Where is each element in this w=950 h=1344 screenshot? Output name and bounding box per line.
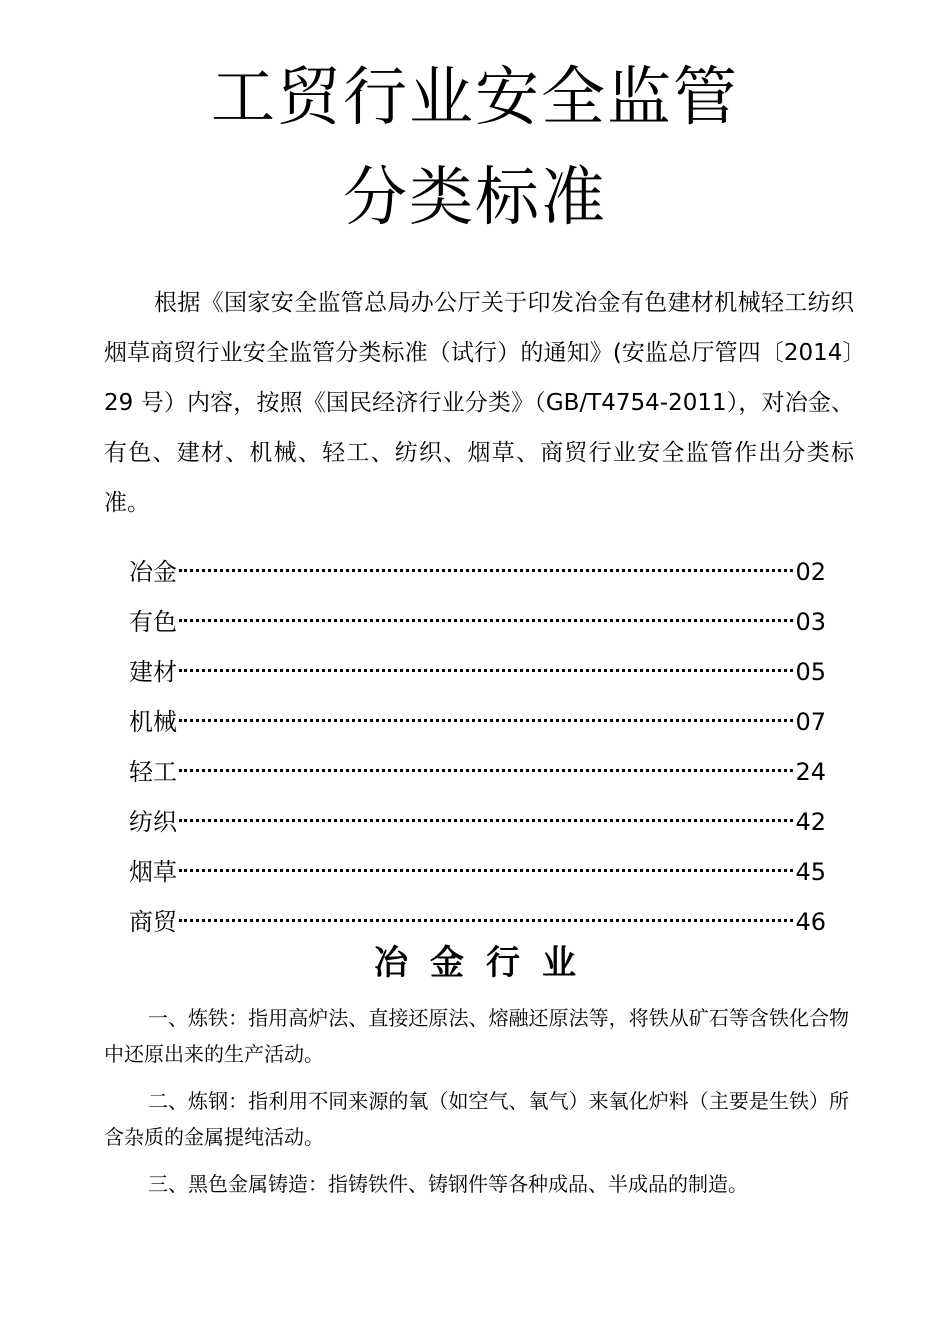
toc-item-page: 45: [795, 858, 826, 886]
toc-item-page: 02: [795, 558, 826, 586]
toc-item-label: 有色: [129, 608, 177, 636]
intro-paragraph: 根据《国家安全监管总局办公厅关于印发冶金有色建材机械轻工纺织烟草商贸行业安全监管分类标准（试行）的通知》(安监总厅管四〔2014〕29 号）内容，按照《国民经济行业分类》（GB/T4754-2011），对冶金、有色、建材、机械、轻工、纺织、烟草、商贸行业安全监管作出分类标准。: [104, 290, 854, 516]
toc-item-page: 46: [795, 908, 826, 936]
toc-item-label: 商贸: [129, 908, 177, 936]
table-of-contents: [129, 547, 826, 947]
toc-item-label: 建材: [129, 658, 177, 686]
section-title-yejin: 冶金行业: [374, 943, 598, 983]
toc-item-qinggong[interactable]: [129, 747, 826, 797]
toc-dot-leader: [179, 869, 793, 872]
toc-dot-leader: [179, 919, 793, 922]
toc-item-jixie[interactable]: [129, 697, 826, 747]
toc-item-label: 轻工: [129, 758, 177, 786]
toc-item-page: 24: [795, 758, 826, 786]
toc-item-page: 03: [795, 608, 826, 636]
toc-item-page: 07: [795, 708, 826, 736]
toc-dot-leader: [179, 619, 793, 622]
definition-heise-zhuzao: 三、黑色金属铸造：指铸铁件、铸钢件等各种成品、半成品的制造。: [148, 1172, 748, 1196]
document-title-line2: 分类标准: [343, 161, 607, 235]
toc-dot-leader: [179, 569, 793, 572]
definition-liantie: 一、炼铁：指用高炉法、直接还原法、熔融还原法等，将铁从矿石等含铁化合物中还原出来的生产活动。: [104, 1006, 849, 1066]
toc-item-page: 05: [795, 658, 826, 686]
toc-item-page: 42: [795, 808, 826, 836]
toc-item-yejin[interactable]: [129, 547, 826, 597]
toc-item-youse[interactable]: [129, 597, 826, 647]
toc-item-label: 机械: [129, 708, 177, 736]
toc-item-label: 冶金: [129, 558, 177, 586]
toc-item-label: 纺织: [129, 808, 177, 836]
toc-item-jiancai[interactable]: [129, 647, 826, 697]
toc-dot-leader: [179, 819, 793, 822]
toc-dot-leader: [179, 719, 793, 722]
toc-item-fangzhi[interactable]: [129, 797, 826, 847]
toc-item-label: 烟草: [129, 858, 177, 886]
toc-item-yancao[interactable]: [129, 847, 826, 897]
toc-dot-leader: [179, 769, 793, 772]
toc-dot-leader: [179, 669, 793, 672]
document-title-line1: 工贸行业安全监管: [211, 61, 739, 135]
definition-liangang: 二、炼钢：指利用不同来源的氧（如空气、氧气）来氧化炉料（主要是生铁）所含杂质的金属提纯活动。: [104, 1089, 849, 1149]
